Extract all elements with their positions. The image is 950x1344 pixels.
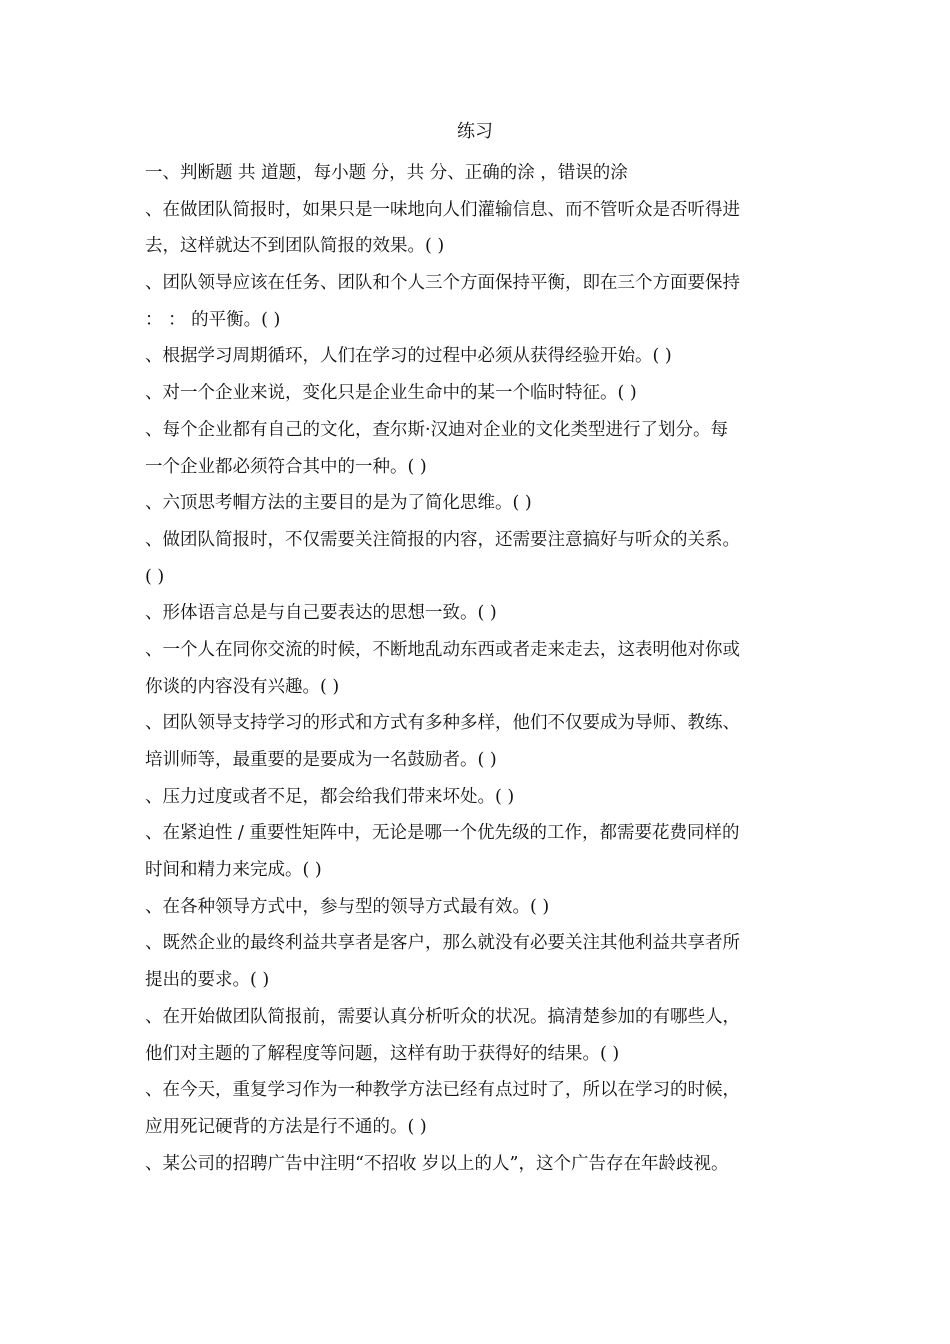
question-line: 、在开始做团队简报前，需要认真分析听众的状况。搞清楚参加的有哪些人， xyxy=(145,1006,740,1027)
question-line: 时间和精力来完成。( ) xyxy=(145,860,322,881)
question-line: ( ) xyxy=(145,566,165,587)
question-item xyxy=(145,412,810,485)
page-title: 练习 xyxy=(457,121,493,142)
question-line: 提出的要求。( ) xyxy=(145,970,270,991)
document-body xyxy=(145,155,810,1182)
question-item xyxy=(145,889,810,926)
question-line: 、在今天，重复学习作为一种教学方法已经有点过时了，所以在学习的时候， xyxy=(145,1080,740,1101)
section-header: 一、判断题 共 道题，每小题 分，共 分、正确的涂 ，错误的涂 xyxy=(145,163,628,183)
question-line: 、形体语言总是与自己要表达的思想一致。( ) xyxy=(145,603,497,624)
question-line: 培训师等，最重要的是要成为一名鼓励者。( ) xyxy=(145,750,497,770)
question-line: 、根据学习周期循环，人们在学习的过程中必须从获得经验开始。( ) xyxy=(145,346,672,367)
question-line: 应用死记硬背的方法是行不通的。( ) xyxy=(145,1116,427,1137)
question-item xyxy=(145,1146,810,1183)
question-item xyxy=(145,815,810,888)
question-item xyxy=(145,265,810,338)
question-item xyxy=(145,925,810,998)
question-line: 、团队领导支持学习的形式和方式有多种多样，他们不仅要成为导师、教练、 xyxy=(145,713,740,734)
question-item xyxy=(145,485,810,522)
question-line: 、在各种领导方式中，参与型的领导方式最有效。( ) xyxy=(145,896,550,917)
question-item xyxy=(145,522,810,595)
question-line: 、既然企业的最终利益共享者是客户，那么就没有必要关注其他利益共享者所 xyxy=(145,933,740,954)
question-line: 、某公司的招聘广告中注明“不招收 岁以上的人”，这个广告存在年龄歧视。 xyxy=(145,1153,729,1174)
question-line: 、六顶思考帽方法的主要目的是为了简化思维。( ) xyxy=(145,493,532,514)
question-line: 你谈的内容没有兴趣。( ) xyxy=(145,676,340,697)
question-line: 、对一个企业来说，变化只是企业生命中的某一个临时特征。( ) xyxy=(145,383,637,404)
question-line: 、每个企业都有自己的文化，查尔斯·汉迪对企业的文化类型进行了划分。每 xyxy=(145,419,729,440)
question-item xyxy=(145,192,810,265)
question-item xyxy=(145,375,810,412)
question-item xyxy=(145,1072,810,1145)
question-item xyxy=(145,338,810,375)
question-line: 他们对主题的了解程度等问题，这样有助于获得好的结果。( ) xyxy=(145,1043,620,1064)
question-item xyxy=(145,779,810,816)
question-item xyxy=(145,705,810,778)
question-line: ： ： 的平衡。( ) xyxy=(145,309,281,330)
question-line: 、压力过度或者不足，都会给我们带来坏处。( ) xyxy=(145,786,515,807)
question-line: 、在做团队简报时，如果只是一味地向人们灌输信息、而不管听众是否听得进 xyxy=(145,199,740,220)
question-item xyxy=(145,632,810,705)
question-line: 、团队领导应该在任务、团队和个人三个方面保持平衡，即在三个方面要保持 xyxy=(145,273,740,294)
question-line: 、一个人在同你交流的时候，不断地乱动东西或者走来走去，这表明他对你或 xyxy=(145,639,740,660)
question-line: 、在紧迫性 / 重要性矩阵中，无论是哪一个优先级的工作，都需要花费同样的 xyxy=(145,823,740,844)
question-line: 一个企业都必须符合其中的一种。( ) xyxy=(145,456,427,477)
question-line: 、做团队简报时，不仅需要关注简报的内容，还需要注意搞好与听众的关系。 xyxy=(145,529,740,550)
question-line: 去，这样就达不到团队简报的效果。( ) xyxy=(145,236,445,257)
question-item xyxy=(145,999,810,1072)
question-item xyxy=(145,595,810,632)
